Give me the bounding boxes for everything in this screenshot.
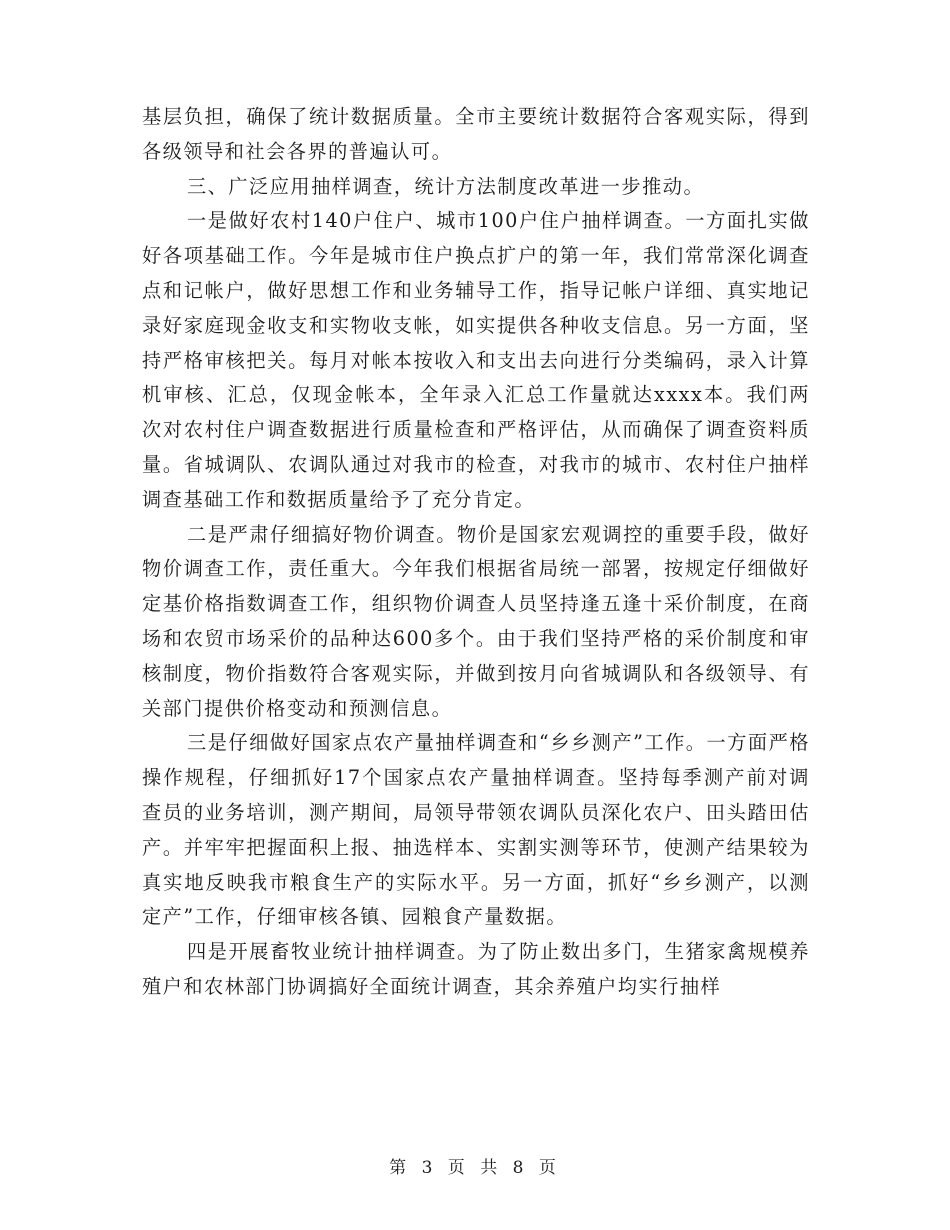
paragraph-household-survey: 一是做好农村140户住户、城市100户住户抽样调查。一方面扎实做好各项基础工作。今年是城市住户换点扩户的第一年，我们常常深化调查点和记帐户，做好思想工作和业务辅导工作，指导记帐户详细、真实地记录好家庭现金收支和实物收支帐，如实提供各种收支信息。另一方面，坚持严格审核把关。每月对帐本按收入和支出去向进行分类编码，录入计算机审核、汇总，仅现金帐本，全年录入汇总工作量就达xxxx本。我们两次对农村住户调查数据进行质量检查和严格评估，从而确保了调查资料质量。省城调队、农调队通过对我市的检查，对我市的城市、农村住户抽样调查基础工作和数据质量给予了充分肯定。 bbox=[142, 209, 810, 511]
paragraph-price-survey: 二是严肃仔细搞好物价调查。物价是国家宏观调控的重要手段，做好物价调查工作，责任重大。今年我们根据省局统一部署，按规定仔细做好定基价格指数调查工作，组织物价调查人员坚持逢五逢十采价制度，在商场和农贸市场采价的品种达600多个。由于我们坚持严格的采价制度和审核制度，物价指数符合客观实际，并做到按月向省城调队和各级领导、有关部门提供价格变动和预测信息。 bbox=[142, 522, 810, 720]
document-body bbox=[142, 100, 810, 1005]
paragraph-crop-yield-survey: 三是仔细做好国家点农产量抽样调查和“乡乡测产”工作。一方面严格操作规程，仔细抓好17个国家点农产量抽样调查。坚持每季测产前对调查员的业务培训，测产期间，局领导带领农调队员深化农户、田头踏田估产。并牢牢把握面积上报、抽选样本、实割实测等环节，使测产结果较为真实地反映我市粮食生产的实际水平。另一方面，抓好“乡乡测产，以测定产”工作，仔细审核各镇、园粮食产量数据。 bbox=[142, 731, 810, 929]
section-heading-3: 三、广泛应用抽样调查，统计方法制度改革进一步推动。 bbox=[187, 174, 705, 198]
paragraph-continuation: 基层负担，确保了统计数据质量。全市主要统计数据符合客观实际，得到各级领导和社会各界的普遍认可。 bbox=[142, 105, 810, 163]
paragraph-livestock-survey: 四是开展畜牧业统计抽样调查。为了防止数出多门，生猪家禽规模养殖户和农林部门协调搞好全面统计调查，其余养殖户均实行抽样 bbox=[142, 940, 810, 998]
page-number-footer: 第 3 页 共 8 页 bbox=[389, 1158, 561, 1178]
